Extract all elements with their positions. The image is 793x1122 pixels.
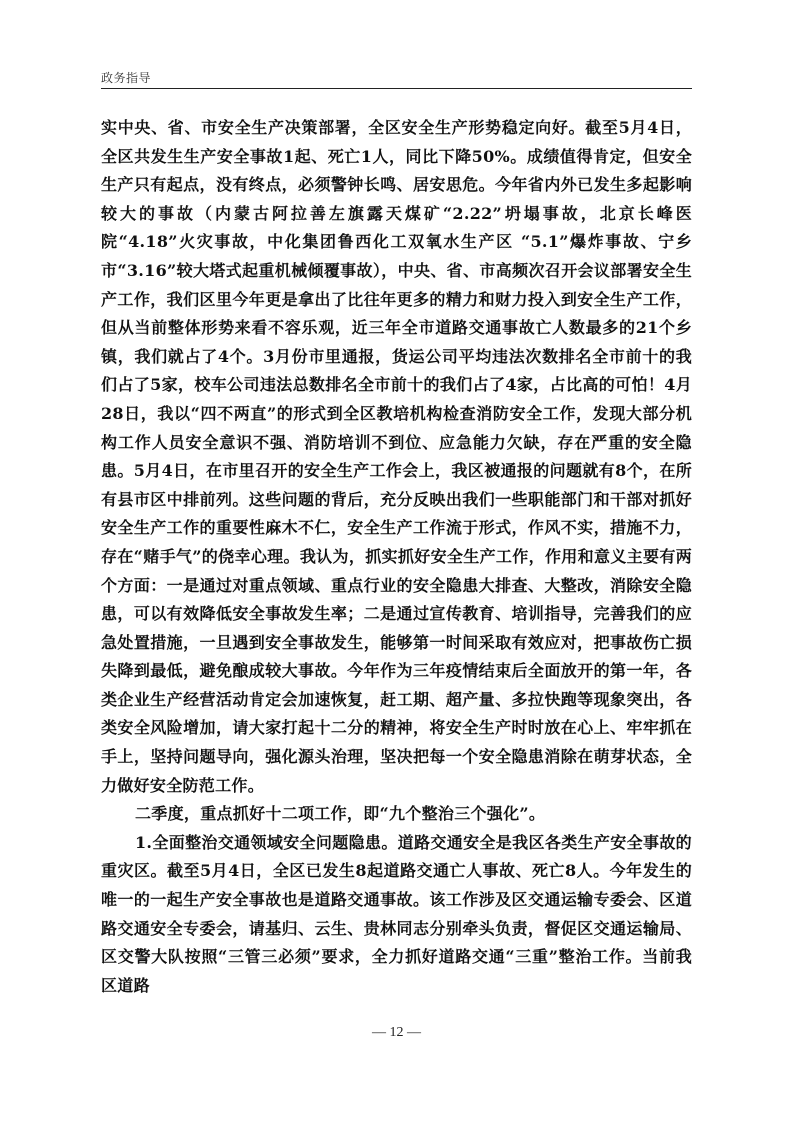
document-body <box>101 114 692 1000</box>
paragraph-safety-situation: 实中央、省、市安全生产决策部署，全区安全生产形势稳定向好。截至5月4日，全区共发生生产安全事故1起、死亡1人，同比下降50%。成绩值得肯定，但安全生产只有起点，没有终点，必须警钟长鸣、居安思危。今年省内外已发生多起影响较大的事故（内蒙古阿拉善左旗露天煤矿“2.22”坍塌事故，北京长峰医院“4.18”火灾事故，中化集团鲁西化工双氧水生产区 “5.1”爆炸事故、宁乡市“3.16”较大塔式起重机械倾覆事故），中央、省、市高频次召开会议部署安全生产工作，我们区里今年更是拿出了比往年更多的精力和财力投入到安全生产工作，但从当前整体形势来看不容乐观，近三年全市道路交通事故亡人数最多的21个乡镇，我们就占了4个。3月份市里通报，货运公司平均违法次数排名全市前十的我们占了5家，校车公司违法总数排名全市前十的我们占了4家，占比高的可怕！4月28日，我以“四不两直”的形式到全区教培机构检查消防安全工作，发现大部分机构工作人员安全意识不强、消防培训不到位、应急能力欠缺，存在严重的安全隐患。5月4日，在市里召开的安全生产工作会上，我区被通报的问题就有8个，在所有县市区中排前列。这些问题的背后，充分反映出我们一些职能部门和干部对抓好安全生产工作的重要性麻木不仁，安全生产工作流于形式，作风不实，措施不力，存在“赌手气”的侥幸心理。我认为，抓实抓好安全生产工作，作用和意义主要有两个方面：一是通过对重点领域、重点行业的安全隐患大排查、大整改，消除安全隐患，可以有效降低安全事故发生率；二是通过宣传教育、培训指导，完善我们的应急处置措施，一旦遇到安全事故发生，能够第一时间采取有效应对，把事故伤亡损失降到最低，避免酿成较大事故。今年作为三年疫情结束后全面放开的第一年，各类企业生产经营活动肯定会加速恢复，赶工期、超产量、多拉快跑等现象突出，各类安全风险增加，请大家打起十二分的精神，将安全生产时时放在心上、牢牢抓在手上，坚持问题导向，强化源头治理，坚决把每一个安全隐患消除在萌芽状态，全力做好安全防范工作。 <box>101 118 692 795</box>
paragraph-traffic-rectification: 1.全面整治交通领域安全问题隐患。道路交通安全是我区各类生产安全事故的重灾区。截至5月4日，全区已发生8起道路交通亡人事故、死亡8人。今年发生的唯一的一起生产安全事故也是道路交通事故。该工作涉及区交通运输专委会、区道路交通安全专委会，请基归、云生、贵林同志分别牵头负责，督促区交通运输局、区交警大队按照“三管三必须”要求，全力抓好道路交通“三重”整治工作。当前我区道路 <box>101 832 692 995</box>
running-header-title: 政务指导 <box>101 71 152 85</box>
page-number: — 12 — <box>372 1025 421 1040</box>
page-header <box>101 66 692 89</box>
paragraph-q2-summary: 二季度，重点抓好十二项工作，即“九个整治三个强化”。 <box>135 804 546 824</box>
